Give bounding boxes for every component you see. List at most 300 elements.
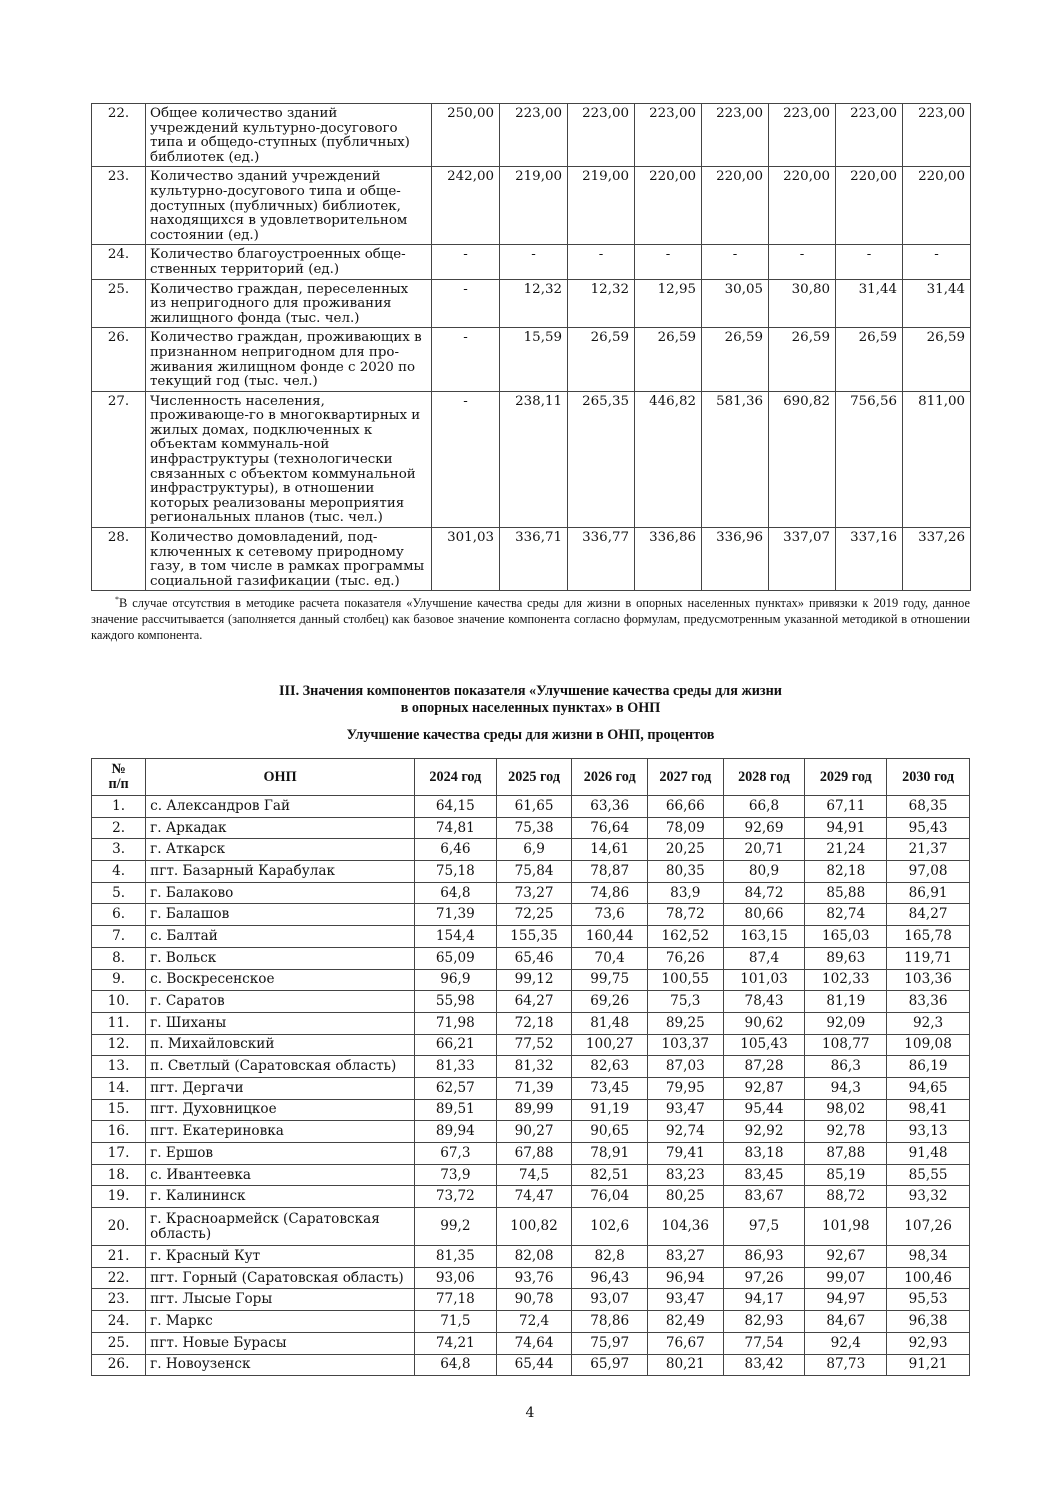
value-cell: 26,59 — [702, 328, 769, 391]
value-cell: 78,72 — [648, 904, 724, 926]
value-cell: 92,09 — [805, 1012, 887, 1034]
value-cell: 64,27 — [496, 991, 572, 1013]
value-cell: 71,5 — [414, 1311, 496, 1333]
onp-name: г. Аркадак — [146, 817, 415, 839]
value-cell: 80,35 — [648, 861, 724, 883]
value-cell: 63,36 — [572, 796, 648, 818]
header-year: 2030 год — [887, 759, 970, 796]
row-number: 16. — [92, 1121, 146, 1143]
table-row — [92, 279, 971, 328]
value-cell: 74,64 — [496, 1332, 572, 1354]
onp-name: пгт. Базарный Карабулак — [146, 861, 415, 883]
value-cell: 95,43 — [887, 817, 970, 839]
value-cell: 756,56 — [836, 391, 903, 527]
value-cell: 95,44 — [723, 1099, 805, 1121]
onp-name: г. Аткарск — [146, 839, 415, 861]
value-cell: 265,35 — [568, 391, 635, 527]
value-cell: 6,46 — [414, 839, 496, 861]
onp-name: пгт. Екатериновка — [146, 1121, 415, 1143]
value-cell: 242,00 — [432, 167, 500, 245]
value-cell: 95,53 — [887, 1289, 970, 1311]
row-number: 12. — [92, 1034, 146, 1056]
value-cell: 92,93 — [887, 1332, 970, 1354]
value-cell: 102,33 — [805, 969, 887, 991]
table-row — [92, 1267, 970, 1289]
row-number: 11. — [92, 1012, 146, 1034]
value-cell: 74,5 — [496, 1164, 572, 1186]
value-cell: 12,32 — [568, 279, 635, 328]
value-cell: 238,11 — [500, 391, 568, 527]
value-cell: 73,6 — [572, 904, 648, 926]
value-cell: 90,27 — [496, 1121, 572, 1143]
header-onp: ОНП — [146, 759, 415, 796]
table-row — [92, 969, 970, 991]
header-year: 2029 год — [805, 759, 887, 796]
value-cell: 83,18 — [723, 1143, 805, 1165]
row-number: 13. — [92, 1056, 146, 1078]
row-number: 14. — [92, 1077, 146, 1099]
footnote — [91, 592, 970, 643]
value-cell: 70,4 — [572, 947, 648, 969]
table-row — [92, 1077, 970, 1099]
value-cell: 73,45 — [572, 1077, 648, 1099]
value-cell: 92,3 — [887, 1012, 970, 1034]
value-cell: 6,9 — [496, 839, 572, 861]
value-cell: 77,18 — [414, 1289, 496, 1311]
value-cell: 65,44 — [496, 1354, 572, 1376]
value-cell: 98,41 — [887, 1099, 970, 1121]
onp-name: г. Новоузенск — [146, 1354, 415, 1376]
table-row — [92, 104, 971, 167]
table-row — [92, 1186, 970, 1208]
value-cell: 87,03 — [648, 1056, 724, 1078]
table-caption: Улучшение качества среды для жизни в ОНП, процентов — [346, 727, 715, 743]
onp-name: г. Балаково — [146, 882, 415, 904]
value-cell: 89,94 — [414, 1121, 496, 1143]
section-title-line-2: в опорных населенных пунктах» в ОНП — [400, 700, 661, 716]
value-cell: 73,27 — [496, 882, 572, 904]
value-cell: 107,26 — [887, 1208, 970, 1246]
value-cell: 219,00 — [568, 167, 635, 245]
table-row — [92, 1121, 970, 1143]
value-cell: 99,2 — [414, 1208, 496, 1246]
value-cell: 20,25 — [648, 839, 724, 861]
table-row — [92, 528, 971, 591]
value-cell: 223,00 — [769, 104, 836, 167]
value-cell: 301,03 — [432, 528, 500, 591]
table-row — [92, 167, 971, 245]
value-cell: 76,26 — [648, 947, 724, 969]
value-cell: 102,6 — [572, 1208, 648, 1246]
value-cell: 86,91 — [887, 882, 970, 904]
header-num: № п/п — [92, 759, 146, 796]
table-row — [92, 904, 970, 926]
value-cell: 93,32 — [887, 1186, 970, 1208]
onp-name: п. Светлый (Саратовская область) — [146, 1056, 415, 1078]
table-row — [92, 1208, 970, 1246]
row-number: 3. — [92, 839, 146, 861]
value-cell: 82,18 — [805, 861, 887, 883]
table-row — [92, 991, 970, 1013]
value-cell: 90,62 — [723, 1012, 805, 1034]
value-cell: 94,65 — [887, 1077, 970, 1099]
row-number: 26. — [92, 1354, 146, 1376]
value-cell: 31,44 — [836, 279, 903, 328]
row-number: 21. — [92, 1246, 146, 1268]
value-cell: 89,63 — [805, 947, 887, 969]
value-cell: 93,13 — [887, 1121, 970, 1143]
section-title — [91, 683, 970, 717]
value-cell: 96,38 — [887, 1311, 970, 1333]
value-cell: 83,36 — [887, 991, 970, 1013]
value-cell: 31,44 — [903, 279, 971, 328]
value-cell: 82,93 — [723, 1311, 805, 1333]
value-cell: 87,88 — [805, 1143, 887, 1165]
onp-name: пгт. Дергачи — [146, 1077, 415, 1099]
value-cell: 108,77 — [805, 1034, 887, 1056]
value-cell: 64,15 — [414, 796, 496, 818]
row-number: 20. — [92, 1208, 146, 1246]
value-cell: 12,32 — [500, 279, 568, 328]
value-cell: 220,00 — [635, 167, 702, 245]
table-row — [92, 391, 971, 527]
value-cell: 162,52 — [648, 926, 724, 948]
value-cell: 155,35 — [496, 926, 572, 948]
value-cell: 64,8 — [414, 882, 496, 904]
row-number: 10. — [92, 991, 146, 1013]
value-cell: 92,4 — [805, 1332, 887, 1354]
value-cell: 82,08 — [496, 1246, 572, 1268]
value-cell: 223,00 — [635, 104, 702, 167]
row-number: 19. — [92, 1186, 146, 1208]
value-cell: 66,21 — [414, 1034, 496, 1056]
value-cell: 86,93 — [723, 1246, 805, 1268]
value-cell: 85,88 — [805, 882, 887, 904]
value-cell: 83,23 — [648, 1164, 724, 1186]
value-cell: 87,4 — [723, 947, 805, 969]
value-cell: 81,32 — [496, 1056, 572, 1078]
value-cell: 165,03 — [805, 926, 887, 948]
value-cell: - — [769, 245, 836, 279]
value-cell: 91,21 — [887, 1354, 970, 1376]
value-cell: 93,76 — [496, 1267, 572, 1289]
row-description: Количество зданий учреждений культурно-досугового типа и обще-доступных (публичных) библиотек, находящихся в удовлетворительном состоянии (ед.) — [146, 167, 432, 245]
value-cell: 85,55 — [887, 1164, 970, 1186]
onp-name: п. Михайловский — [146, 1034, 415, 1056]
row-number: 8. — [92, 947, 146, 969]
value-cell: 72,25 — [496, 904, 572, 926]
onp-name: г. Вольск — [146, 947, 415, 969]
header-year: 2024 год — [414, 759, 496, 796]
value-cell: 26,59 — [769, 328, 836, 391]
row-number: 22. — [92, 1267, 146, 1289]
value-cell: - — [432, 279, 500, 328]
value-cell: 65,09 — [414, 947, 496, 969]
value-cell: 94,3 — [805, 1077, 887, 1099]
onp-name: г. Ершов — [146, 1143, 415, 1165]
value-cell: 81,33 — [414, 1056, 496, 1078]
value-cell: 12,95 — [635, 279, 702, 328]
value-cell: 76,64 — [572, 817, 648, 839]
value-cell: - — [635, 245, 702, 279]
value-cell: 86,3 — [805, 1056, 887, 1078]
header-year: 2027 год — [648, 759, 724, 796]
value-cell: 67,3 — [414, 1143, 496, 1165]
row-description: Количество граждан, переселенных из непригодного для проживания жилищного фонда (тыс. чел.) — [146, 279, 432, 328]
value-cell: 83,45 — [723, 1164, 805, 1186]
value-cell: 77,52 — [496, 1034, 572, 1056]
row-number: 5. — [92, 882, 146, 904]
table-row — [92, 245, 971, 279]
value-cell: 99,12 — [496, 969, 572, 991]
value-cell: 65,97 — [572, 1354, 648, 1376]
value-cell: 75,97 — [572, 1332, 648, 1354]
table-row — [92, 947, 970, 969]
value-cell: 82,8 — [572, 1246, 648, 1268]
onp-name: пгт. Духовницкое — [146, 1099, 415, 1121]
value-cell: 91,19 — [572, 1099, 648, 1121]
value-cell: 87,28 — [723, 1056, 805, 1078]
table-row — [92, 1246, 970, 1268]
row-number: 18. — [92, 1164, 146, 1186]
row-number: 28. — [92, 528, 146, 591]
value-cell: 92,87 — [723, 1077, 805, 1099]
value-cell: 337,07 — [769, 528, 836, 591]
row-number: 25. — [92, 1332, 146, 1354]
table-row — [92, 926, 970, 948]
value-cell: 61,65 — [496, 796, 572, 818]
value-cell: 100,55 — [648, 969, 724, 991]
value-cell: 69,26 — [572, 991, 648, 1013]
value-cell: 75,38 — [496, 817, 572, 839]
table-header-row — [92, 759, 970, 796]
table-row — [92, 328, 971, 391]
row-number: 26. — [92, 328, 146, 391]
table-row — [92, 1332, 970, 1354]
page-number: 4 — [525, 1405, 535, 1421]
value-cell: 89,99 — [496, 1099, 572, 1121]
value-cell: 92,69 — [723, 817, 805, 839]
row-number: 1. — [92, 796, 146, 818]
value-cell: 97,08 — [887, 861, 970, 883]
value-cell: - — [903, 245, 971, 279]
value-cell: 165,78 — [887, 926, 970, 948]
value-cell: 96,43 — [572, 1267, 648, 1289]
value-cell: 100,27 — [572, 1034, 648, 1056]
value-cell: 74,21 — [414, 1332, 496, 1354]
value-cell: - — [568, 245, 635, 279]
value-cell: 82,63 — [572, 1056, 648, 1078]
value-cell: 811,00 — [903, 391, 971, 527]
value-cell: 74,86 — [572, 882, 648, 904]
value-cell: 337,26 — [903, 528, 971, 591]
table-row — [92, 882, 970, 904]
value-cell: 84,27 — [887, 904, 970, 926]
header-year: 2028 год — [723, 759, 805, 796]
value-cell: 80,21 — [648, 1354, 724, 1376]
row-description: Количество благоустроенных обще-ственных территорий (ед.) — [146, 245, 432, 279]
value-cell: 96,9 — [414, 969, 496, 991]
value-cell: 88,72 — [805, 1186, 887, 1208]
row-number: 24. — [92, 1311, 146, 1333]
row-number: 15. — [92, 1099, 146, 1121]
value-cell: - — [702, 245, 769, 279]
value-cell: 220,00 — [769, 167, 836, 245]
value-cell: 79,95 — [648, 1077, 724, 1099]
value-cell: 84,67 — [805, 1311, 887, 1333]
table-row — [92, 861, 970, 883]
table-row — [92, 1034, 970, 1056]
value-cell: 103,36 — [887, 969, 970, 991]
value-cell: 76,67 — [648, 1332, 724, 1354]
value-cell: 82,49 — [648, 1311, 724, 1333]
onp-name: г. Красноармейск (Саратовская область) — [146, 1208, 415, 1246]
value-cell: 98,02 — [805, 1099, 887, 1121]
value-cell: 75,84 — [496, 861, 572, 883]
value-cell: 78,91 — [572, 1143, 648, 1165]
value-cell: 80,66 — [723, 904, 805, 926]
value-cell: 78,87 — [572, 861, 648, 883]
value-cell: 71,98 — [414, 1012, 496, 1034]
value-cell: 94,97 — [805, 1289, 887, 1311]
value-cell: 223,00 — [836, 104, 903, 167]
row-number: 17. — [92, 1143, 146, 1165]
onp-name: с. Александров Гай — [146, 796, 415, 818]
onp-name: с. Балтай — [146, 926, 415, 948]
value-cell: 336,86 — [635, 528, 702, 591]
header-year: 2025 год — [496, 759, 572, 796]
value-cell: 21,24 — [805, 839, 887, 861]
value-cell: 220,00 — [702, 167, 769, 245]
value-cell: 89,51 — [414, 1099, 496, 1121]
row-number: 27. — [92, 391, 146, 527]
value-cell: 104,36 — [648, 1208, 724, 1246]
row-description: Количество домовладений, под-ключенных к сетевому природному газу, в том числе в рамках программы социальной газификации (тыс. ед.) — [146, 528, 432, 591]
value-cell: 87,73 — [805, 1354, 887, 1376]
value-cell: 83,27 — [648, 1246, 724, 1268]
footnote-text: В случае отсутствия в методике расчета показателя «Улучшение качества среды для жизни в опорных населенных пунктах» привязки к 2019 году, данное значение рассчитывается (заполняется данный столбец) как базовое значение компонента согласно формулам, предусмотренным указанной методикой в отношении каждого компонента. — [91, 596, 970, 643]
section-title-line-1: III. Значения компонентов показателя «Улучшение качества среды для жизни — [279, 683, 782, 699]
value-cell: 71,39 — [496, 1077, 572, 1099]
value-cell: 62,57 — [414, 1077, 496, 1099]
value-cell: 119,71 — [887, 947, 970, 969]
value-cell: 446,82 — [635, 391, 702, 527]
row-description: Численность населения, проживающе-го в многоквартирных и жилых домах, подключенных к объектам коммуналь-ной инфраструктуры (технологически связанных с объектом коммунальной инфраструктуры), в отношении которых реализованы мероприятия региональных планов (тыс. чел.) — [146, 391, 432, 527]
value-cell: 336,77 — [568, 528, 635, 591]
value-cell: 220,00 — [903, 167, 971, 245]
row-description: Количество граждан, проживающих в признанном непригодном для про-живания жилищном фонде с 2020 по текущий год (тыс. чел.) — [146, 328, 432, 391]
value-cell: 91,48 — [887, 1143, 970, 1165]
value-cell: 94,17 — [723, 1289, 805, 1311]
value-cell: 223,00 — [500, 104, 568, 167]
value-cell: 73,9 — [414, 1164, 496, 1186]
onp-name: с. Ивантеевка — [146, 1164, 415, 1186]
value-cell: 26,59 — [903, 328, 971, 391]
value-cell: 93,06 — [414, 1267, 496, 1289]
value-cell: 15,59 — [500, 328, 568, 391]
value-cell: 690,82 — [769, 391, 836, 527]
table-row — [92, 1289, 970, 1311]
onp-name: пгт. Горный (Саратовская область) — [146, 1267, 415, 1289]
table-row — [92, 1164, 970, 1186]
value-cell: 98,34 — [887, 1246, 970, 1268]
onp-name: г. Красный Кут — [146, 1246, 415, 1268]
value-cell: 83,9 — [648, 882, 724, 904]
value-cell: 223,00 — [702, 104, 769, 167]
value-cell: 89,25 — [648, 1012, 724, 1034]
value-cell: 75,3 — [648, 991, 724, 1013]
value-cell: 163,15 — [723, 926, 805, 948]
onp-values-table — [91, 758, 970, 1376]
value-cell: 223,00 — [568, 104, 635, 167]
value-cell: 99,07 — [805, 1267, 887, 1289]
value-cell: 74,81 — [414, 817, 496, 839]
value-cell: 30,80 — [769, 279, 836, 328]
table-row — [92, 1311, 970, 1333]
value-cell: 14,61 — [572, 839, 648, 861]
onp-name: г. Шиханы — [146, 1012, 415, 1034]
value-cell: 75,18 — [414, 861, 496, 883]
value-cell: 92,67 — [805, 1246, 887, 1268]
value-cell: 337,16 — [836, 528, 903, 591]
value-cell: 97,26 — [723, 1267, 805, 1289]
value-cell: 101,98 — [805, 1208, 887, 1246]
value-cell: 99,75 — [572, 969, 648, 991]
row-number: 9. — [92, 969, 146, 991]
value-cell: 96,94 — [648, 1267, 724, 1289]
value-cell: 71,39 — [414, 904, 496, 926]
value-cell: 82,74 — [805, 904, 887, 926]
value-cell: 250,00 — [432, 104, 500, 167]
value-cell: 78,09 — [648, 817, 724, 839]
value-cell: - — [500, 245, 568, 279]
value-cell: 105,43 — [723, 1034, 805, 1056]
value-cell: 26,59 — [568, 328, 635, 391]
value-cell: 93,47 — [648, 1099, 724, 1121]
value-cell: 78,86 — [572, 1311, 648, 1333]
row-number: 2. — [92, 817, 146, 839]
onp-name: г. Саратов — [146, 991, 415, 1013]
value-cell: 55,98 — [414, 991, 496, 1013]
value-cell: 336,71 — [500, 528, 568, 591]
value-cell: 92,92 — [723, 1121, 805, 1143]
row-number: 22. — [92, 104, 146, 167]
value-cell: 73,72 — [414, 1186, 496, 1208]
value-cell: 67,11 — [805, 796, 887, 818]
value-cell: 103,37 — [648, 1034, 724, 1056]
value-cell: 82,51 — [572, 1164, 648, 1186]
value-cell: 74,47 — [496, 1186, 572, 1208]
table-row — [92, 1099, 970, 1121]
value-cell: 93,07 — [572, 1289, 648, 1311]
value-cell: 67,88 — [496, 1143, 572, 1165]
value-cell: 100,46 — [887, 1267, 970, 1289]
row-number: 25. — [92, 279, 146, 328]
value-cell: 66,66 — [648, 796, 724, 818]
value-cell: 21,37 — [887, 839, 970, 861]
value-cell: 72,18 — [496, 1012, 572, 1034]
onp-name: г. Маркс — [146, 1311, 415, 1333]
indicators-table — [91, 103, 971, 591]
row-number: 7. — [92, 926, 146, 948]
value-cell: 154,4 — [414, 926, 496, 948]
value-cell: 92,74 — [648, 1121, 724, 1143]
value-cell: 77,54 — [723, 1332, 805, 1354]
value-cell: 68,35 — [887, 796, 970, 818]
row-number: 4. — [92, 861, 146, 883]
row-number: 6. — [92, 904, 146, 926]
value-cell: 83,67 — [723, 1186, 805, 1208]
